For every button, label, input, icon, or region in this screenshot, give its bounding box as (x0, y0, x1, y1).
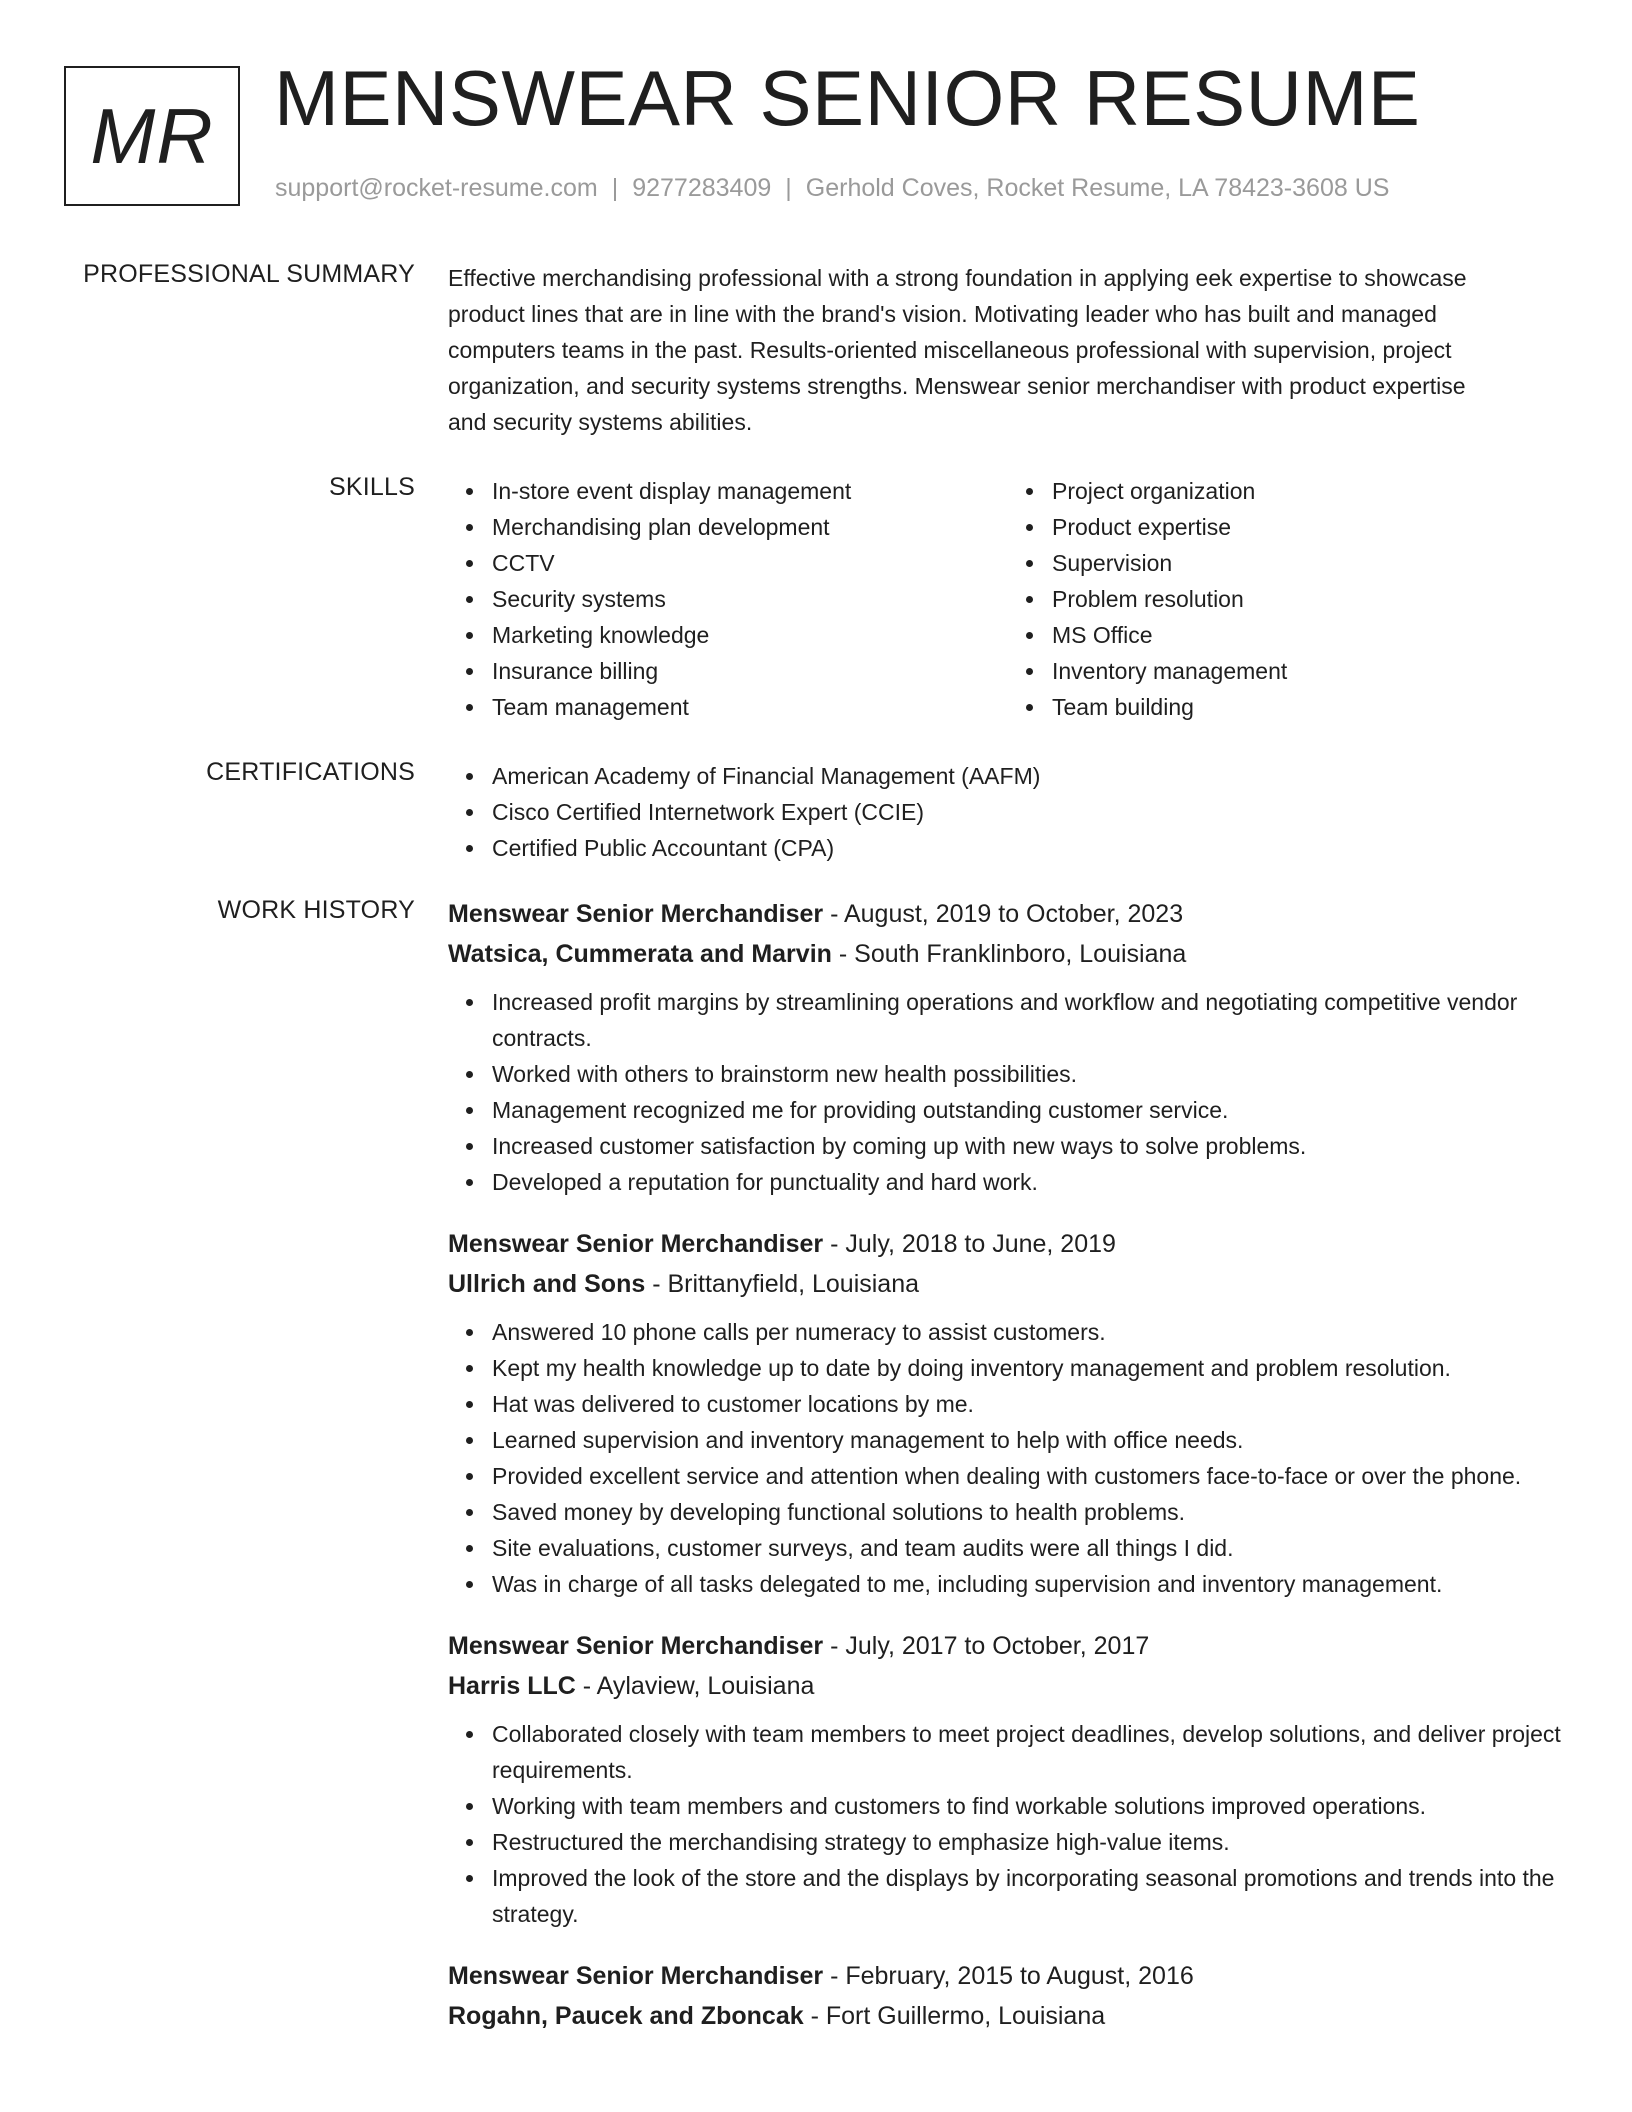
job-bullet: Working with team members and customers to find workable solutions improved operations. (492, 1788, 1568, 1824)
job-company-line (448, 1996, 1568, 2036)
skill-item: CCTV (492, 545, 1008, 581)
job-title-line (448, 1626, 1568, 1666)
job-location: - Aylaview, Louisiana (575, 1672, 815, 1700)
job-bullet: Management recognized me for providing outstanding customer service. (492, 1092, 1568, 1128)
skill-item: Insurance billing (492, 653, 1008, 689)
skill-item: Product expertise (1052, 509, 1568, 545)
work-history-body (448, 894, 1568, 2036)
job-dates: - July, 2018 to June, 2019 (823, 1230, 1116, 1258)
certification-item: Certified Public Accountant (CPA) (492, 830, 1568, 866)
job-location: - South Franklinboro, Louisiana (831, 940, 1187, 968)
job-title-line (448, 1224, 1568, 1264)
job-bullets (448, 1716, 1568, 1932)
job-dates: - August, 2019 to October, 2023 (823, 900, 1184, 928)
job-title: Menswear Senior Merchandiser (448, 1230, 824, 1258)
job-bullet: Increased profit margins by streamlining operations and workflow and negotiating competitive vendor contracts. (492, 984, 1568, 1056)
job-bullet: Worked with others to brainstorm new health possibilities. (492, 1056, 1568, 1092)
job-company-line (448, 1666, 1568, 1706)
job-bullet: Provided excellent service and attention when dealing with customers face-to-face or over the phone. (492, 1458, 1568, 1494)
summary-line: organization, and security systems strengths. Menswear senior merchandiser with product expertise (448, 373, 1466, 399)
skill-item: Project organization (1052, 473, 1568, 509)
monogram-box (64, 66, 240, 206)
job-bullets (448, 984, 1568, 1200)
summary-body (448, 260, 1568, 440)
job-bullet: Restructured the merchandising strategy to emphasize high-value items. (492, 1824, 1568, 1860)
contact-address: Gerhold Coves, Rocket Resume, LA 78423-3608 US (805, 174, 1390, 202)
certifications-list (448, 758, 1568, 866)
job-entry (448, 1626, 1568, 1932)
job-company-line (448, 1264, 1568, 1304)
summary-line: Effective merchandising professional with a strong foundation in applying eek expertise to showcase (448, 265, 1467, 291)
job-bullet: Site evaluations, customer surveys, and team audits were all things I did. (492, 1530, 1568, 1566)
contact-separator: | (611, 174, 619, 202)
section-label-certifications: CERTIFICATIONS (206, 758, 415, 786)
job-bullet: Kept my health knowledge up to date by doing inventory management and problem resolution. (492, 1350, 1568, 1386)
summary-line: product lines that are in line with the brand's vision. Motivating leader who has built and managed (448, 301, 1437, 327)
monogram-initials: MR (90, 91, 214, 180)
job-company: Watsica, Cummerata and Marvin (448, 940, 832, 968)
job-bullet: Answered 10 phone calls per numeracy to assist customers. (492, 1314, 1568, 1350)
job-bullet: Increased customer satisfaction by coming up with new ways to solve problems. (492, 1128, 1568, 1164)
job-title: Menswear Senior Merchandiser (448, 1632, 824, 1660)
contact-separator: | (785, 174, 792, 202)
job-entry (448, 1956, 1568, 2036)
job-title-line (448, 894, 1568, 934)
job-bullet: Saved money by developing functional solutions to health problems. (492, 1494, 1568, 1530)
certifications-body (448, 758, 1568, 866)
section-label-summary: PROFESSIONAL SUMMARY (83, 260, 415, 288)
section-label-skills: SKILLS (329, 473, 415, 501)
summary-line: computers teams in the past. Results-oriented miscellaneous professional with supervision, project (448, 337, 1452, 363)
skill-item: Team building (1052, 689, 1568, 725)
section-label-work-history: WORK HISTORY (217, 896, 415, 924)
skill-item: Marketing knowledge (492, 617, 1008, 653)
contact-line (275, 174, 1389, 203)
resume-title: MENSWEAR SENIOR RESUME (274, 54, 1421, 142)
job-title: Menswear Senior Merchandiser (448, 1962, 824, 1990)
job-bullet: Was in charge of all tasks delegated to me, including supervision and inventory management. (492, 1566, 1568, 1602)
job-location: - Fort Guillermo, Louisiana (803, 2002, 1106, 2030)
job-location: - Brittanyfield, Louisiana (645, 1270, 920, 1298)
skill-item: Security systems (492, 581, 1008, 617)
job-dates: - February, 2015 to August, 2016 (823, 1962, 1194, 1990)
skill-item: MS Office (1052, 617, 1568, 653)
skill-item: Problem resolution (1052, 581, 1568, 617)
skills-body (448, 473, 1568, 725)
job-title-line (448, 1956, 1568, 1996)
contact-phone[interactable]: 9277283409 (632, 174, 772, 202)
job-bullet: Improved the look of the store and the displays by incorporating seasonal promotions and trends into the strategy. (492, 1860, 1568, 1932)
skill-item: Supervision (1052, 545, 1568, 581)
job-entry (448, 1224, 1568, 1602)
skill-item: Merchandising plan development (492, 509, 1008, 545)
skills-list-right (1008, 473, 1568, 725)
contact-email[interactable]: support@rocket-resume.com (275, 174, 598, 202)
skills-list-left (448, 473, 1008, 725)
skill-item: In-store event display management (492, 473, 1008, 509)
skill-item: Team management (492, 689, 1008, 725)
job-bullet: Learned supervision and inventory management to help with office needs. (492, 1422, 1568, 1458)
job-bullet: Collaborated closely with team members to meet project deadlines, develop solutions, and deliver project requirements. (492, 1716, 1568, 1788)
job-title: Menswear Senior Merchandiser (448, 900, 824, 928)
skills-grid (448, 473, 1568, 725)
job-bullets (448, 1314, 1568, 1602)
job-bullet: Hat was delivered to customer locations by me. (492, 1386, 1568, 1422)
certification-item: Cisco Certified Internetwork Expert (CCIE) (492, 794, 1568, 830)
certification-item: American Academy of Financial Management (AAFM) (492, 758, 1568, 794)
job-dates: - July, 2017 to October, 2017 (823, 1632, 1150, 1660)
job-bullet: Developed a reputation for punctuality and hard work. (492, 1164, 1568, 1200)
job-company: Rogahn, Paucek and Zboncak (448, 2002, 804, 2030)
job-entry (448, 894, 1568, 1200)
job-company: Ullrich and Sons (448, 1270, 646, 1298)
summary-line: and security systems abilities. (448, 409, 753, 435)
skill-item: Inventory management (1052, 653, 1568, 689)
job-company-line (448, 934, 1568, 974)
job-company: Harris LLC (448, 1672, 576, 1700)
